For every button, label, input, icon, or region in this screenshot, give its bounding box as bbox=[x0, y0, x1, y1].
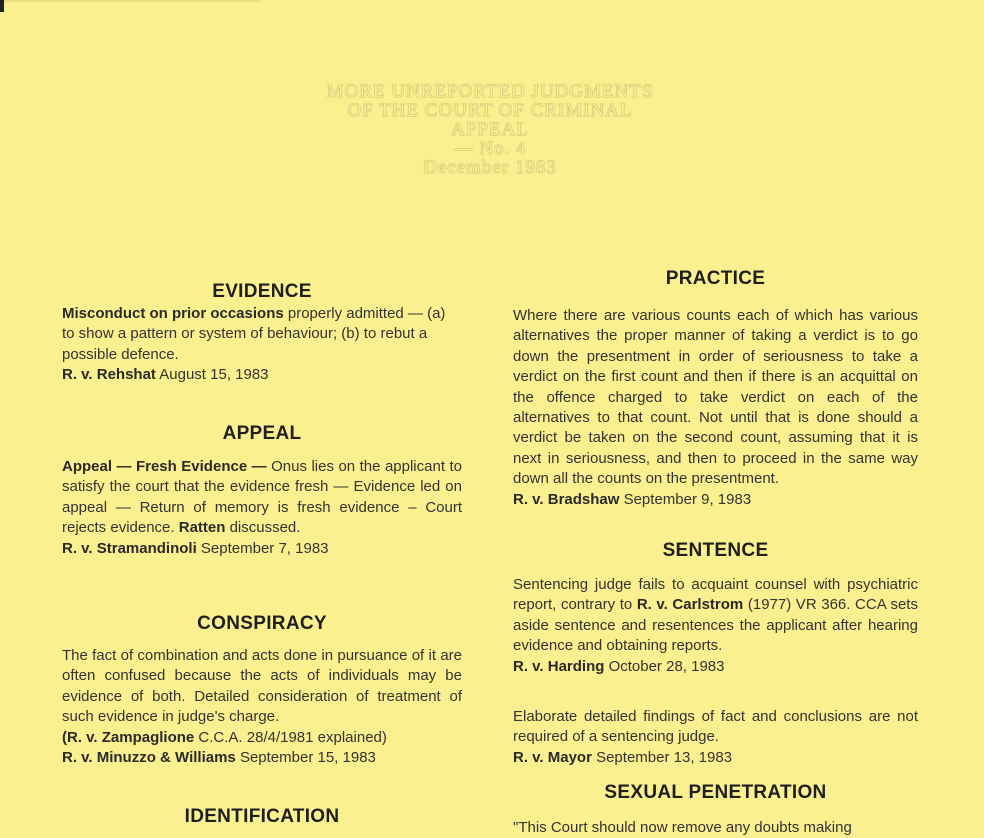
appeal-text: Onus lies on the applicant to satisfy the court that the evidence fresh — Evidence led on appeal — Return of memory is fresh evidence – Court rejects evidence. bbox=[62, 458, 462, 537]
appeal-citation bbox=[62, 540, 329, 557]
corner-mark bbox=[0, 0, 4, 12]
conspiracy-paragraph bbox=[62, 646, 462, 768]
evidence-date: August 15, 1983 bbox=[155, 366, 269, 384]
conspiracy-ref-case: (R. v. Zampaglione bbox=[62, 728, 195, 746]
conspiracy-text: The fact of combination and acts done in pursuance of it are often confused because the acts of individuals may be evidence of both. Detailed consideration of treatment of such evidence in judge's charge. bbox=[62, 647, 462, 726]
conspiracy-heading: CONSPIRACY bbox=[197, 613, 327, 634]
sentence-case-2: R. v. Mayor bbox=[513, 748, 592, 766]
evidence-text: properly admitted — (a) to show a pattern or system of behaviour; (b) to rebut a possible defence. bbox=[62, 305, 446, 363]
evidence-citation bbox=[62, 366, 269, 383]
appeal-ref-case: Ratten bbox=[178, 519, 226, 537]
sexual-penetration-heading: SEXUAL PENETRATION bbox=[604, 782, 827, 803]
appeal-case: R. v. Stramandinoli bbox=[62, 539, 197, 557]
sexual-penetration-text: "This Court should now remove any doubts making bbox=[513, 819, 852, 836]
practice-paragraph bbox=[513, 306, 918, 510]
sentence-heading: SENTENCE bbox=[662, 540, 769, 561]
sentence-text-1: Sentencing judge fails to acquaint counsel with psychiatric report, contrary to bbox=[513, 576, 918, 614]
sentence-text-2: (1977) VR 366. CCA sets aside sentence and resentences the applicant after hearing evidence and obtaining reports. bbox=[513, 596, 918, 655]
appeal-date: September 7, 1983 bbox=[196, 539, 329, 557]
header-line-4: — No. 4 bbox=[453, 138, 527, 159]
evidence-lead: Misconduct on prior occasions bbox=[62, 305, 284, 322]
practice-citation bbox=[513, 491, 751, 508]
sentence-paragraph-1 bbox=[513, 575, 918, 677]
header-line-2: OF THE COURT OF CRIMINAL bbox=[347, 100, 633, 121]
document-header bbox=[240, 82, 740, 177]
sentence-date-1: October 28, 1983 bbox=[604, 657, 725, 675]
conspiracy-citation bbox=[62, 749, 376, 766]
page-top-edge bbox=[0, 0, 260, 2]
appeal-text-2: discussed. bbox=[225, 519, 301, 537]
appeal-paragraph bbox=[62, 457, 462, 559]
practice-case: R. v. Bradshaw bbox=[513, 490, 620, 508]
conspiracy-reference bbox=[62, 729, 387, 746]
conspiracy-ref-rest: C.C.A. 28/4/1981 explained) bbox=[194, 728, 387, 746]
sentence-paragraph-2 bbox=[513, 707, 918, 768]
evidence-case: R. v. Rehshat bbox=[62, 366, 156, 384]
identification-heading: IDENTIFICATION bbox=[184, 806, 340, 827]
evidence-paragraph bbox=[62, 304, 462, 386]
conspiracy-case: R. v. Minuzzo & Williams bbox=[62, 749, 236, 767]
practice-heading: PRACTICE bbox=[665, 268, 766, 289]
appeal-lead: Appeal — Fresh Evidence — bbox=[62, 458, 267, 475]
header-line-1: MORE UNREPORTED JUDGMENTS bbox=[326, 81, 654, 102]
appeal-heading: APPEAL bbox=[222, 423, 302, 444]
header-line-3: APPEAL bbox=[451, 119, 529, 140]
conspiracy-date: September 15, 1983 bbox=[235, 749, 376, 767]
practice-text: Where there are various counts each of which has various alternatives the proper manner of taking a verdict is to go down the presentment in order of seriousness to take a verdict on the first count and then if there is an acquittal on the offence charged to take verdict on each of the alternatives to that count. Not until that is done should a verdict be taken on the second count, assuming that it is next in seriousness, and then to proceed in the same way down all the counts on the presentment. bbox=[513, 307, 918, 488]
header-line-5: December 1983 bbox=[423, 157, 557, 178]
sentence-text-3: Elaborate detailed findings of fact and conclusions are not required of a sentencing judge. bbox=[513, 708, 918, 746]
sentence-case-1: R. v. Harding bbox=[513, 657, 605, 675]
evidence-heading: EVIDENCE bbox=[212, 281, 312, 302]
sentence-citation-2 bbox=[513, 749, 732, 766]
sentence-citation-1 bbox=[513, 658, 725, 675]
sentence-date-2: September 13, 1983 bbox=[591, 748, 733, 766]
sentence-ref-case: R. v. Carlstrom bbox=[636, 596, 744, 614]
practice-date: September 9, 1983 bbox=[619, 490, 752, 508]
